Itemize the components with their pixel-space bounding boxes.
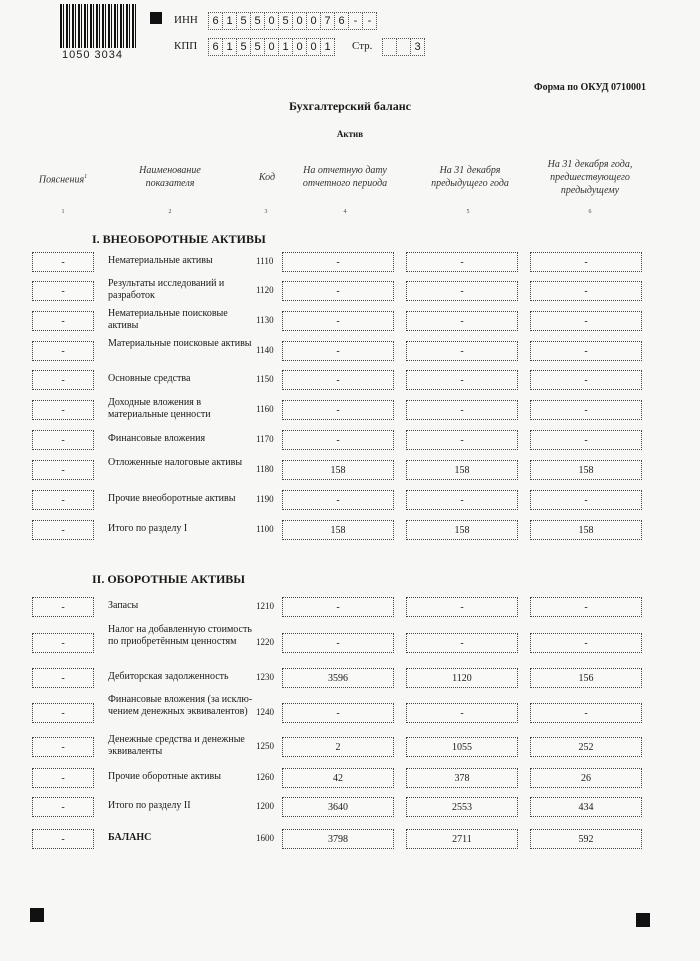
digit-cell: 5 [250, 12, 265, 30]
col-number: 6 [588, 209, 592, 215]
indicator-name: Отложенные налоговые активы [108, 457, 243, 468]
value-prev: - [406, 430, 518, 450]
value-prev: - [406, 400, 518, 420]
digit-cell: 1 [222, 38, 237, 56]
col-number: 1 [61, 209, 65, 215]
value-prev2: - [530, 597, 642, 617]
barcode [60, 4, 138, 48]
row-code: 1130 [256, 315, 274, 325]
value-prev2: - [530, 490, 642, 510]
value-prev: 378 [406, 768, 518, 788]
row-code: 1120 [256, 285, 274, 295]
value-current: 158 [282, 460, 394, 480]
kpp-cells [208, 38, 334, 56]
indicator-name: Финансовые вложения [108, 433, 206, 444]
value-prev: - [406, 490, 518, 510]
value-prev: 2711 [406, 829, 518, 849]
row-code: 1160 [256, 404, 274, 414]
indicator-name: Итого по разделу II [108, 800, 191, 811]
explanation-cell: - [32, 460, 94, 480]
value-current: 158 [282, 520, 394, 540]
digit-cell: 0 [264, 12, 279, 30]
digit-cell: - [362, 12, 377, 30]
value-prev2: - [530, 703, 642, 723]
value-prev: 158 [406, 520, 518, 540]
row-code: 1260 [256, 772, 274, 782]
doc-subtitle: Актив [336, 129, 364, 139]
value-prev: - [406, 633, 518, 653]
section-title: I. ВНЕОБОРОТНЫЕ АКТИВЫ [92, 232, 266, 246]
indicator-name: Итого по разделу I [108, 523, 188, 534]
page-cells [382, 38, 424, 56]
indicator-name: БАЛАНС [108, 832, 152, 843]
value-prev2: - [530, 370, 642, 390]
digit-cell: 0 [292, 38, 307, 56]
value-prev: 1055 [406, 737, 518, 757]
value-current: - [282, 430, 394, 450]
col-prev: На 31 декабря предыдущего года [431, 165, 509, 189]
digit-cell: 1 [278, 38, 293, 56]
col-current: На отчетную дату отчетного периода [302, 165, 388, 189]
value-current: - [282, 400, 394, 420]
indicator-name: Прочие оборотные активы [108, 771, 221, 782]
explanation-cell: - [32, 370, 94, 390]
explanation-cell: - [32, 430, 94, 450]
row-code: 1170 [256, 434, 274, 444]
indicator-name: Материальные поисковые активы [108, 338, 252, 349]
explanation-cell: - [32, 520, 94, 540]
value-prev: - [406, 281, 518, 301]
explanation-cell: - [32, 829, 94, 849]
col-number: 2 [168, 209, 172, 215]
value-current: 3640 [282, 797, 394, 817]
indicator-name: Дебиторская задолженность [108, 671, 229, 682]
kpp-label: КПП [174, 40, 198, 52]
row-code: 1110 [256, 256, 274, 266]
barcode-number: 1050 3034 [62, 49, 123, 61]
col-number: 5 [466, 209, 470, 215]
row-code: 1200 [256, 801, 274, 811]
inn-cells [208, 12, 376, 30]
explanation-cell: - [32, 633, 94, 653]
value-current: - [282, 490, 394, 510]
value-prev: - [406, 311, 518, 331]
value-current: - [282, 597, 394, 617]
row-code: 1240 [256, 707, 274, 717]
explanation-cell: - [32, 737, 94, 757]
corner-marker-bottom-right [636, 913, 650, 927]
value-current: - [282, 370, 394, 390]
value-current: - [282, 281, 394, 301]
value-prev: - [406, 341, 518, 361]
value-prev2: - [530, 400, 642, 420]
explanation-cell: - [32, 281, 94, 301]
value-prev: - [406, 252, 518, 272]
row-code: 1100 [256, 524, 274, 534]
value-prev2: - [530, 430, 642, 450]
indicator-name: Основные средства [108, 373, 191, 384]
indicator-name: Налог на добавленную стоимость по приобретённым ценностям [108, 624, 252, 647]
form-code: Форма по ОКУД 0710001 [534, 82, 647, 93]
indicator-name: Финансовые вложения (за исклю- чением денежных эквивалентов) [108, 694, 253, 717]
value-prev: 2553 [406, 797, 518, 817]
value-prev2: 592 [530, 829, 642, 849]
value-prev2: 156 [530, 668, 642, 688]
value-current: - [282, 252, 394, 272]
value-prev: - [406, 370, 518, 390]
indicator-name: Доходные вложения в материальные ценности [108, 397, 211, 420]
col-number: 4 [343, 209, 347, 215]
digit-cell: 5 [236, 12, 251, 30]
explanation-cell: - [32, 400, 94, 420]
digit-cell: 1 [222, 12, 237, 30]
corner-marker-top [150, 12, 162, 24]
digit-cell: 5 [278, 12, 293, 30]
explanation-cell: - [32, 341, 94, 361]
indicator-name: Денежные средства и денежные эквиваленты [108, 734, 245, 757]
row-code: 1150 [256, 374, 274, 384]
indicator-name: Нематериальные активы [108, 255, 213, 266]
explanation-cell: - [32, 597, 94, 617]
row-code: 1140 [256, 345, 274, 355]
row-code: 1220 [256, 637, 274, 647]
value-prev2: - [530, 281, 642, 301]
digit-cell: 0 [292, 12, 307, 30]
digit-cell [396, 38, 411, 56]
explanation-cell: - [32, 703, 94, 723]
explanation-cell: - [32, 490, 94, 510]
col-indicator: Наименование показателя [139, 165, 201, 189]
value-prev: - [406, 597, 518, 617]
row-code: 1600 [256, 833, 274, 843]
explanation-cell: - [32, 252, 94, 272]
explanation-cell: - [32, 311, 94, 331]
digit-cell: 5 [236, 38, 251, 56]
digit-cell: 1 [320, 38, 335, 56]
section-title: II. ОБОРОТНЫЕ АКТИВЫ [92, 572, 246, 586]
indicator-name: Прочие внеоборотные активы [108, 493, 236, 504]
indicator-name: Результаты исследований и разработок [108, 278, 225, 301]
row-code: 1190 [256, 494, 274, 504]
value-prev2: 434 [530, 797, 642, 817]
explanation-cell: - [32, 768, 94, 788]
value-prev2: 158 [530, 460, 642, 480]
indicator-name: Нематериальные поисковые активы [108, 308, 228, 331]
value-current: - [282, 633, 394, 653]
value-current: 3798 [282, 829, 394, 849]
value-current: - [282, 703, 394, 723]
inn-label: ИНН [174, 14, 198, 26]
value-prev: - [406, 703, 518, 723]
doc-title: Бухгалтерский баланс [289, 99, 411, 113]
value-current: - [282, 341, 394, 361]
page-label: Стр. [352, 40, 373, 52]
digit-cell: 0 [306, 12, 321, 30]
col-code: Код [258, 172, 276, 183]
digit-cell: 5 [250, 38, 265, 56]
indicator-name: Запасы [108, 600, 139, 611]
corner-marker-bottom-left [30, 908, 44, 922]
value-current: 42 [282, 768, 394, 788]
value-prev2: 158 [530, 520, 642, 540]
row-code: 1230 [256, 672, 274, 682]
col-explanations: Пояснения$^1$ [38, 174, 88, 186]
digit-cell: - [348, 12, 363, 30]
digit-cell: 3 [410, 38, 425, 56]
digit-cell: 6 [334, 12, 349, 30]
value-current: 3596 [282, 668, 394, 688]
row-code: 1210 [256, 601, 274, 611]
value-prev2: - [530, 252, 642, 272]
row-code: 1180 [256, 464, 274, 474]
digit-cell: 6 [208, 38, 223, 56]
digit-cell: 7 [320, 12, 335, 30]
col-prev2: На 31 декабря года, предшествующего предыдущему [547, 159, 633, 196]
value-prev2: - [530, 341, 642, 361]
value-prev: 158 [406, 460, 518, 480]
digit-cell [382, 38, 397, 56]
digit-cell: 0 [264, 38, 279, 56]
value-prev2: 26 [530, 768, 642, 788]
digit-cell: 0 [306, 38, 321, 56]
explanation-cell: - [32, 797, 94, 817]
value-prev2: 252 [530, 737, 642, 757]
value-current: - [282, 311, 394, 331]
explanation-cell: - [32, 668, 94, 688]
value-current: 2 [282, 737, 394, 757]
value-prev2: - [530, 311, 642, 331]
row-code: 1250 [256, 741, 274, 751]
value-prev2: - [530, 633, 642, 653]
col-number: 3 [264, 209, 268, 215]
digit-cell: 6 [208, 12, 223, 30]
value-prev: 1120 [406, 668, 518, 688]
